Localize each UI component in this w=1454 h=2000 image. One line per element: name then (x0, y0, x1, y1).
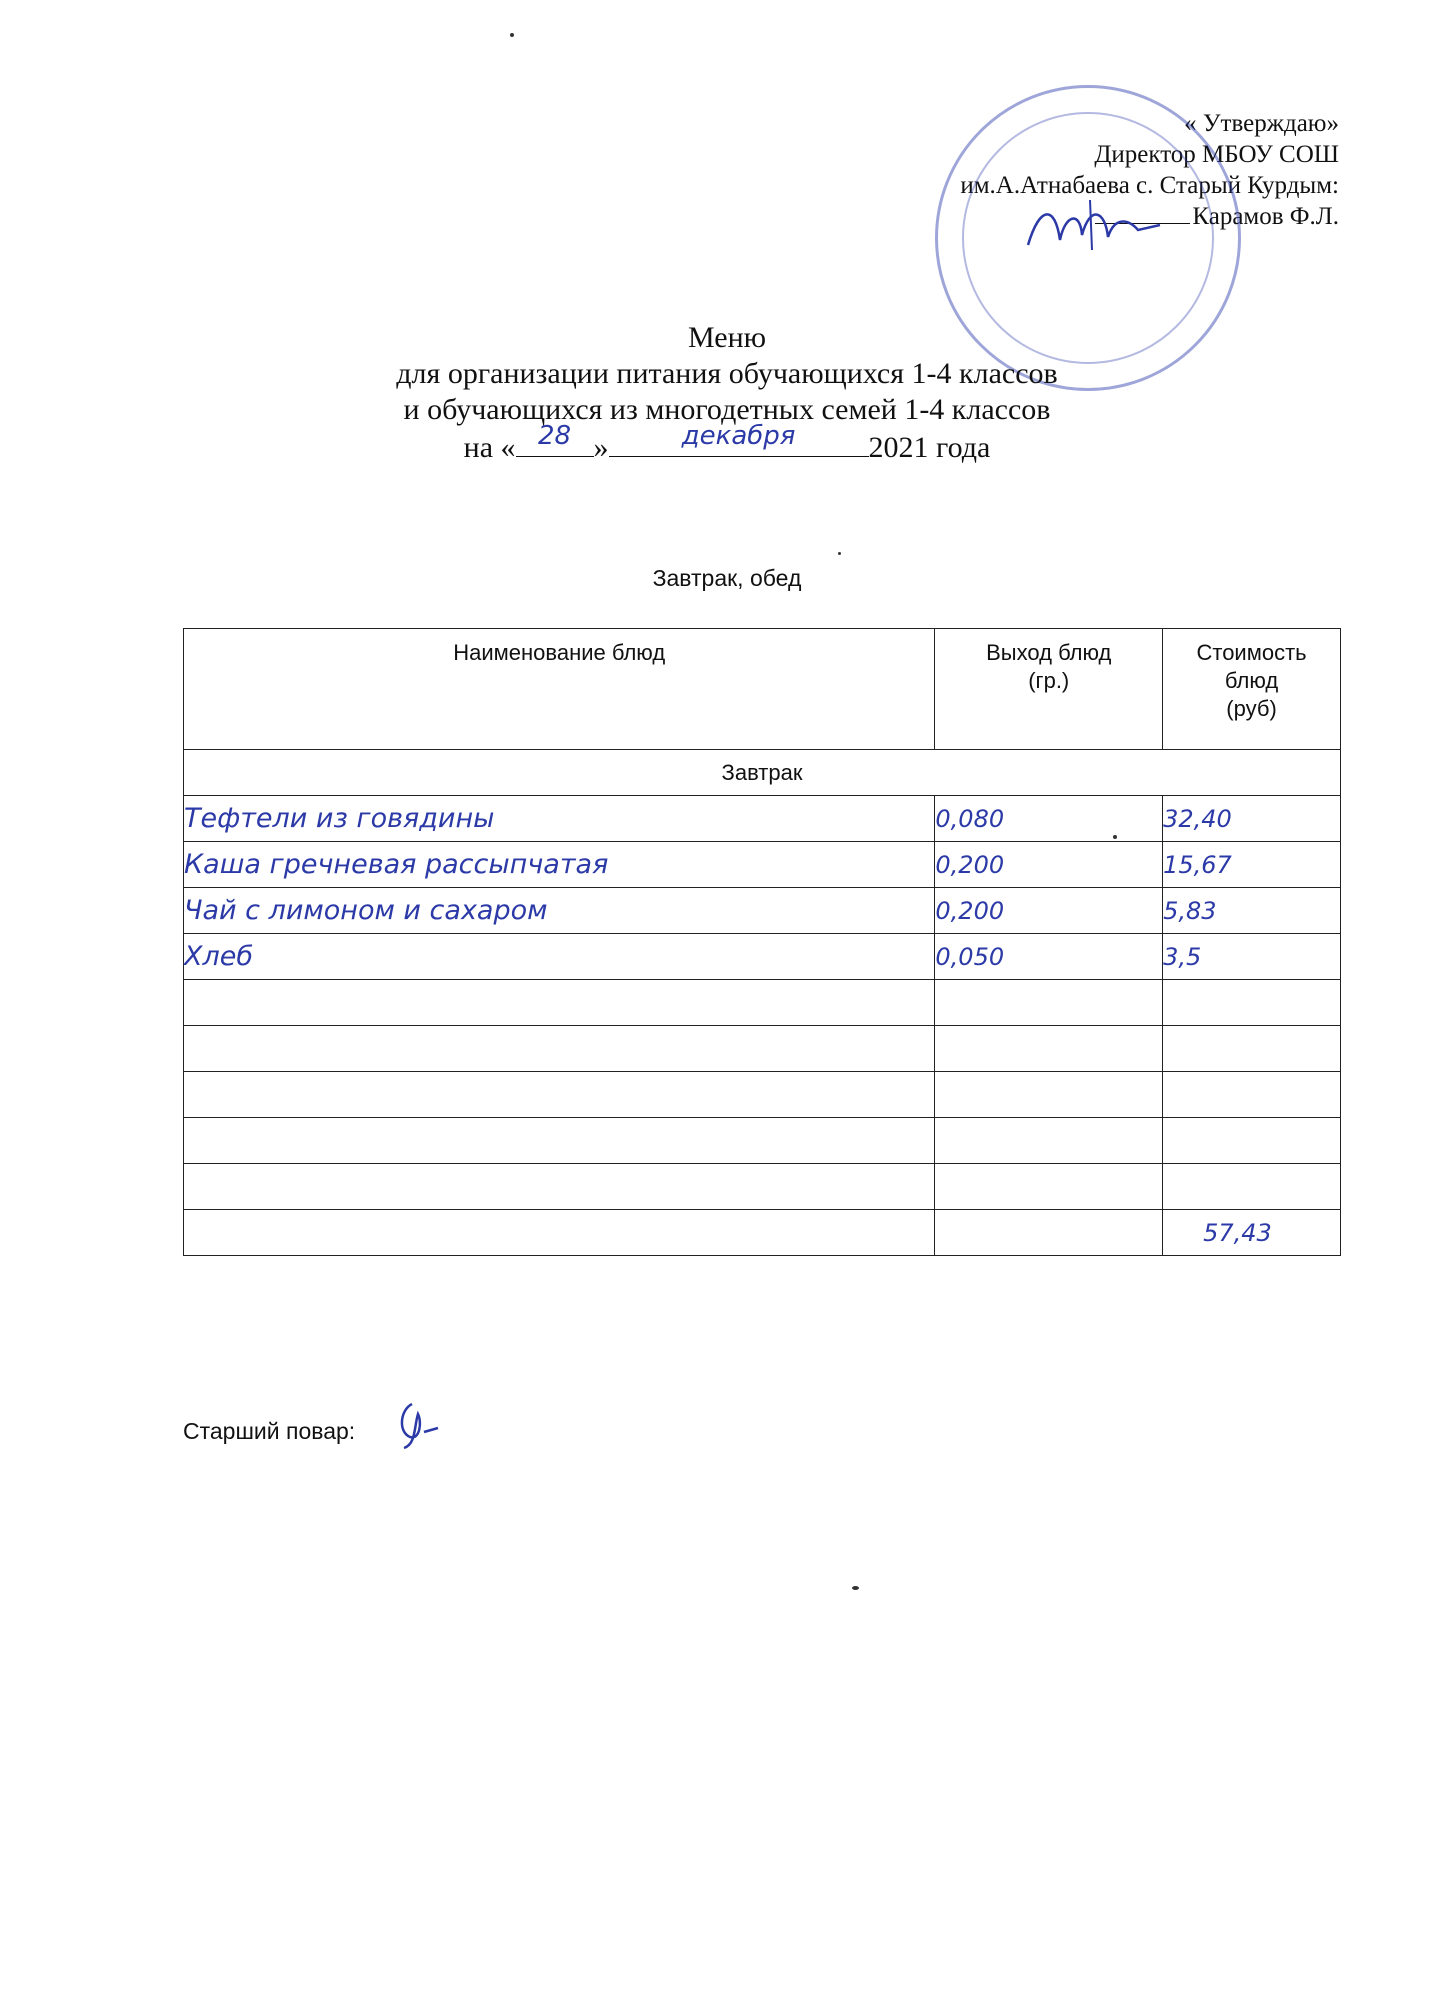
director-signature (1020, 195, 1170, 265)
total-row (184, 1210, 1341, 1256)
dish-name: Каша гречневая рассыпчатая (184, 842, 935, 888)
empty-row (184, 1118, 1341, 1164)
empty-row (184, 1164, 1341, 1210)
menu-title-block (0, 320, 1454, 466)
total-cost: 57,43 (1163, 1210, 1341, 1256)
dish-cost: 32,40 (1163, 796, 1341, 842)
cook-label: Старший повар: (183, 1418, 356, 1444)
date-suffix: 2021 года (868, 431, 991, 464)
section-breakfast: Завтрак (184, 750, 1341, 796)
scan-speck (838, 552, 841, 555)
table-row (184, 842, 1341, 888)
dish-yield: 0,200 (935, 842, 1163, 888)
school-name: им.А.Атнабаева с. Старый Курдым: (960, 172, 1339, 199)
dish-name: Чай с лимоном и сахаром (184, 888, 935, 934)
director-position: Директор МБОУ СОШ (1094, 141, 1339, 168)
scan-speck (510, 33, 514, 37)
empty-row (184, 1026, 1341, 1072)
date-month-field (609, 421, 869, 457)
menu-table (183, 628, 1341, 1256)
approval-title: « Утверждаю» (1184, 110, 1339, 137)
date-mid: » (593, 431, 609, 464)
dish-yield: 0,050 (935, 934, 1163, 980)
date-month-value: декабря (681, 421, 796, 451)
menu-title: Меню (687, 321, 767, 354)
empty-row (184, 1072, 1341, 1118)
menu-subtitle-2: и обучающихся из многодетных семей 1-4 классов (403, 393, 1051, 426)
date-day-field (516, 421, 594, 457)
header-cost: Стоимость блюд (руб) (1163, 629, 1341, 750)
menu-date (0, 421, 1454, 466)
director-name: Карамов Ф.Л. (1192, 203, 1339, 230)
header-dish-name: Наименование блюд (184, 629, 935, 750)
dish-yield: 0,080 (935, 796, 1163, 842)
dish-name: Хлеб (184, 934, 935, 980)
dish-yield: 0,200 (935, 888, 1163, 934)
empty-row (184, 980, 1341, 1026)
cook-signature (390, 1392, 450, 1452)
scan-speck (852, 1586, 859, 1590)
table-row (184, 934, 1341, 980)
table-row (184, 888, 1341, 934)
header-yield: Выход блюд (гр.) (935, 629, 1163, 750)
section-row (184, 750, 1341, 796)
meal-type-label: Завтрак, обед (652, 565, 802, 591)
date-day-value: 28 (538, 421, 572, 451)
dish-name: Тефтели из говядины (184, 796, 935, 842)
table-header-row (184, 629, 1341, 750)
dish-cost: 3,5 (1163, 934, 1341, 980)
dish-cost: 15,67 (1163, 842, 1341, 888)
scan-speck (1113, 835, 1117, 839)
date-prefix: на « (463, 431, 516, 464)
dish-cost: 5,83 (1163, 888, 1341, 934)
table-row (184, 796, 1341, 842)
menu-subtitle-1: для организации питания обучающихся 1-4 классов (396, 357, 1058, 390)
